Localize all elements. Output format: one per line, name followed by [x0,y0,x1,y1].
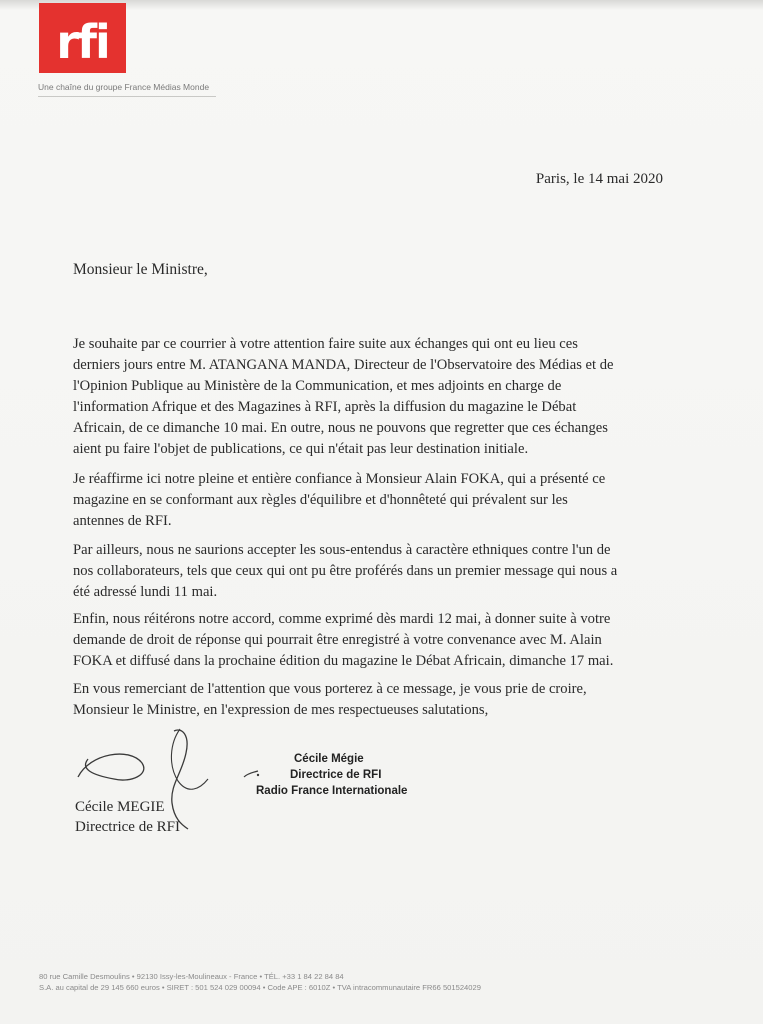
paragraph-5 [73,679,685,721]
paragraph-4 [73,609,685,672]
paragraph-line: FOKA et diffusé dans la prochaine édition du magazine le Débat Africain, dimanche 17 mai. [73,653,614,669]
stamp-name: Cécile Mégie [294,753,364,765]
signatory-name: Cécile MEGIE [75,799,165,815]
salutation: Monsieur le Ministre, [73,261,208,278]
paragraph-line: aient pu faire l'objet de publications, ce qui n'était pas leur destination initiale. [73,441,529,457]
paragraph-line: derniers jours entre M. ATANGANA MANDA, Directeur de l'Observatoire des Médias et de [73,357,614,373]
paragraph-line: demande de droit de réponse qui pourrait être enregistré à votre convenance avec M. Alain [73,632,602,648]
logo-divider [38,96,216,97]
paragraph-line: En vous remerciant de l'attention que vous porterez à ce message, je vous prie de croire, [73,681,587,697]
paragraph-line: magazine en se conformant aux règles d'équilibre et d'honnêteté qui prévalent sur les [73,492,568,508]
logo-tagline: Une chaîne du groupe France Médias Monde [38,82,210,92]
footer-legal: S.A. au capital de 29 145 660 euros • SIRET : 501 524 029 00094 • Code APE : 6010Z • TVA intracommunautaire FR66 501524029 [39,983,481,992]
paragraph-line: Enfin, nous réitérons notre accord, comme exprimé dès mardi 12 mai, à donner suite à votre [73,611,611,627]
paragraph-line: l'information Afrique et des Magazines à RFI, après la diffusion du magazine le Débat [73,399,577,415]
paragraph-line: Monsieur le Ministre, en l'expression de mes respectueuses salutations, [73,702,489,718]
footer-address: 80 rue Camille Desmoulins • 92130 Issy-les-Moulineaux - France • TÉL. +33 1 84 22 84 84 [39,972,344,981]
paragraph-line: Par ailleurs, nous ne saurions accepter les sous-entendus à caractère ethniques contre l'un de [73,542,611,558]
paragraph-3 [73,540,685,603]
paragraph-line: été adressé lundi 11 mai. [73,584,218,600]
paragraph-line: Je réaffirme ici notre pleine et entière confiance à Monsieur Alain FOKA, qui a présenté ce [73,471,606,487]
rfi-logo [39,3,126,73]
signatory-title: Directrice de RFI [75,819,180,835]
paragraph-2 [73,469,685,532]
stamp-title: Directrice de RFI [290,769,382,781]
stamp-organization: Radio France Internationale [256,785,408,797]
letter-footer [39,971,481,993]
signature-stamp [256,751,407,799]
letter-date: Paris, le 14 mai 2020 [535,171,663,187]
paragraph-line: antennes de RFI. [73,513,172,529]
paragraph-line: Africain, de ce dimanche 10 mai. En outre, nous ne pouvons que regretter que ces échanges [73,420,608,436]
paragraph-line: Je souhaite par ce courrier à votre attention faire suite aux échanges qui ont eu lieu ces [73,336,578,352]
paragraph-line: nos collaborateurs, tels que ceux qui ont pu être proférés dans un premier message qui nous a [73,563,618,579]
signatory-block [75,797,180,837]
paragraph-1 [73,334,685,460]
paragraph-line: l'Opinion Publique au Ministère de la Communication, et mes adjoints en charge de [73,378,562,394]
rfi-logo-text: rfi [56,15,109,69]
